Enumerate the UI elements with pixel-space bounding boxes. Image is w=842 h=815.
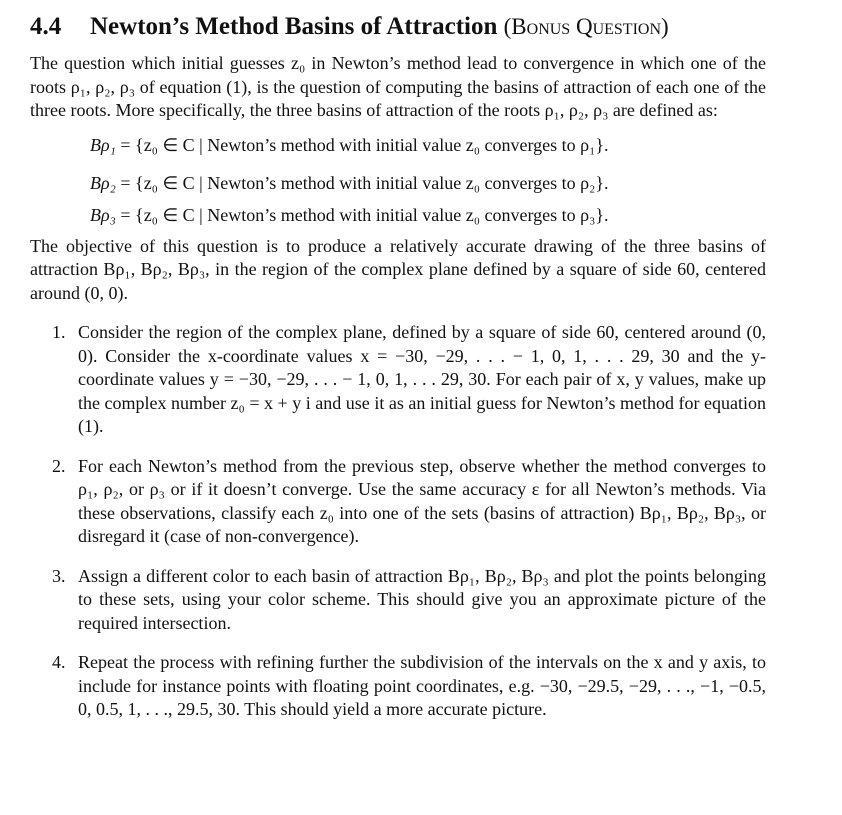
list-item	[30, 651, 766, 722]
equation-rhs: = {z₀ ∈ C | Newton’s method with initial value z₀ converges to ρ₁}.	[120, 134, 609, 155]
basin-definitions	[30, 129, 766, 231]
section-heading	[30, 10, 766, 44]
equation-basin-1	[30, 129, 766, 161]
list-item-number: 3.	[52, 565, 66, 586]
steps-list	[30, 321, 766, 722]
list-item	[30, 565, 766, 636]
objective-paragraph: The objective of this question is to produce a relatively accurate drawing of the three basins of attraction Bρ₁, Bρ₂, Bρ₃, in the region of the complex plane defined by a square of side 60, centered around (0, 0).	[30, 235, 766, 303]
list-item-number: 1.	[52, 322, 66, 342]
intro-paragraph: The question which initial guesses z₀ in Newton’s method lead to convergence in which one of the roots ρ₁, ρ₂, ρ₃ of equation (1), is the question of computing the basins of attraction of each one of the three roots. More specifically, the three basins of attraction of the roots ρ₁, ρ₂, ρ₃ are defined as:	[30, 53, 766, 120]
equation-basin-2	[30, 167, 766, 199]
list-item-text: Consider the region of the complex plane, defined by a square of side 60, centered around (0, 0). Consider the x-coordinate values x = −30, −29, . . . − 1, 0, 1, . . . 29, 30 and the y-coordinate values y = −30, −29, . . . − 1, 0, 1, . . . 29, 30. For each pair of x, y values, make up the complex number z₀ = x + y i and use it as an initial guess for Newton’s method for equation (1).	[78, 322, 766, 436]
list-item-text: For each Newton’s method from the previous step, observe whether the method converges to ρ₁, ρ₂, or ρ₃ or if it doesn’t converge. Use the same accuracy ε for all Newton’s methods. Via these observations, classify each z₀ into one of the sets (basins of attraction) Bρ₁, Bρ₂, Bρ₃, or disregard it (case of non-convergence).	[78, 455, 766, 546]
equation-rhs: = {z₀ ∈ C | Newton’s method with initial value z₀ converges to ρ₃}.	[120, 204, 609, 225]
section-title: Newton’s Method Basins of Attraction	[90, 13, 498, 40]
list-item-text: Repeat the process with refining further the subdivision of the intervals on the x and y axis, to include for instance points with floating point coordinates, e.g. −30, −29.5, −29, . . ., −1, −0.5, 0, 0.5, 1, . . ., 29.5, 30. This should yield a more accurate picture.	[78, 652, 766, 719]
equation-basin-3	[30, 199, 766, 231]
list-item-text: Assign a different color to each basin of attraction Bρ₁, Bρ₂, Bρ₃ and plot the points belonging to these sets, using your color scheme. This should give you an approximate picture of the required intersection.	[78, 565, 766, 633]
equation-lhs: Bρ₃	[90, 204, 116, 225]
list-item-number: 2.	[52, 455, 66, 476]
document-page	[30, 10, 766, 738]
section-number: 4.4	[30, 13, 62, 40]
bonus-tag: (Bonus Question)	[503, 14, 669, 39]
list-item-number: 4.	[52, 652, 66, 672]
list-item	[30, 321, 766, 439]
equation-lhs: Bρ₁	[90, 134, 116, 155]
equation-rhs: = {z₀ ∈ C | Newton’s method with initial value z₀ converges to ρ₂}.	[120, 172, 609, 193]
list-item	[30, 455, 766, 549]
equation-lhs: Bρ₂	[90, 172, 116, 193]
